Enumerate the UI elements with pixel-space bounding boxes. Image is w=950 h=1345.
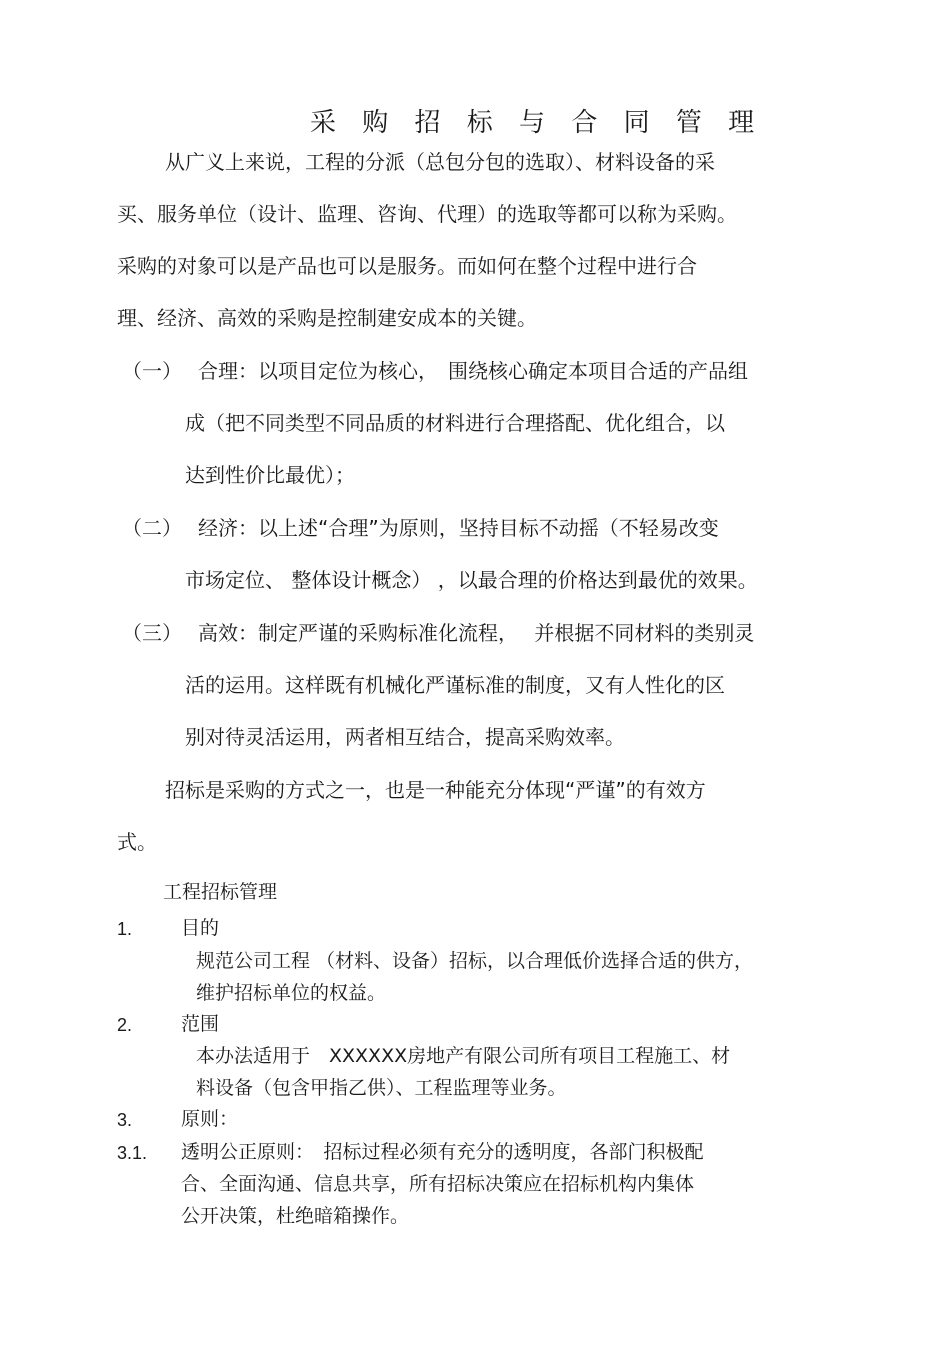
item-3-1-body-2: 公开决策，杜绝暗箱操作。 (181, 1205, 410, 1227)
point-2-line-2: 市场定位、 整体设计概念） ，以最合理的价格达到最优的效果。 (185, 568, 758, 592)
section-title: 工程招标管理 (163, 881, 278, 903)
item-3-1-title: 透明公正原则： 招标过程必须有充分的透明度，各部门积极配 (181, 1141, 704, 1163)
item-3-1-body-1: 合、全面沟通、信息共享，所有招标决策应在招标机构内集体 (181, 1173, 695, 1195)
item-2-body-2: 料设备（包含甲指乙供）、工程监理等业务。 (196, 1077, 567, 1099)
point-3-line-1: 高效：制定严谨的采购标准化流程， 并根据不同材料的类别灵 (198, 621, 755, 645)
point-1-line-2: 成（把不同类型不同品质的材料进行合理搭配、优化组合，以 (185, 411, 725, 435)
item-2-title: 范围 (181, 1013, 220, 1035)
intro-line-2: 买、服务单位（设计、监理、咨询、代理）的选取等都可以称为采购。 (117, 202, 737, 226)
point-3-line-3: 别对待灵活运用，两者相互结合，提高采购效率。 (185, 725, 625, 749)
point-2-line-1: 经济：以上述“合理”为原则，坚持目标不动摇（不轻易改变 (198, 516, 719, 540)
document-title: 采 购 招 标 与 合 同 管 理 (310, 108, 764, 138)
item-2-number: 2. (117, 1015, 133, 1035)
tender-line-2: 式。 (117, 830, 157, 854)
intro-line-1: 从广义上来说，工程的分派（总包分包的选取）、材料设备的采 (165, 150, 715, 174)
point-1-label: （一） (122, 359, 182, 383)
tender-line-1: 招标是采购的方式之一，也是一种能充分体现“严谨”的有效方 (165, 778, 706, 802)
item-1-body-2: 维护招标单位的权益。 (196, 982, 387, 1004)
point-3-line-2: 活的运用。这样既有机械化严谨标准的制度，又有人性化的区 (185, 673, 725, 697)
item-3-title: 原则： (181, 1108, 239, 1130)
item-1-body-1: 规范公司工程 （材料、设备）招标，以合理低价选择合适的供方， (196, 950, 754, 972)
item-1-number: 1. (117, 919, 133, 939)
intro-line-4: 理、经济、高效的采购是控制建安成本的关键。 (117, 306, 537, 330)
item-2-body-1: 本办法适用于 XXXXXX房地产有限公司所有项目工程施工、材 (196, 1045, 731, 1067)
item-3-1-number: 3.1. (117, 1143, 148, 1163)
intro-line-3: 采购的对象可以是产品也可以是服务。而如何在整个过程中进行合 (117, 254, 697, 278)
point-3-label: （三） (122, 621, 182, 645)
point-1-line-1: 合理：以项目定位为核心， 围绕核心确定本项目合适的产品组 (198, 359, 748, 383)
point-1-line-3: 达到性价比最优）； (185, 463, 355, 487)
point-2-label: （二） (122, 516, 182, 540)
item-1-title: 目的 (181, 917, 220, 939)
item-3-number: 3. (117, 1110, 133, 1130)
